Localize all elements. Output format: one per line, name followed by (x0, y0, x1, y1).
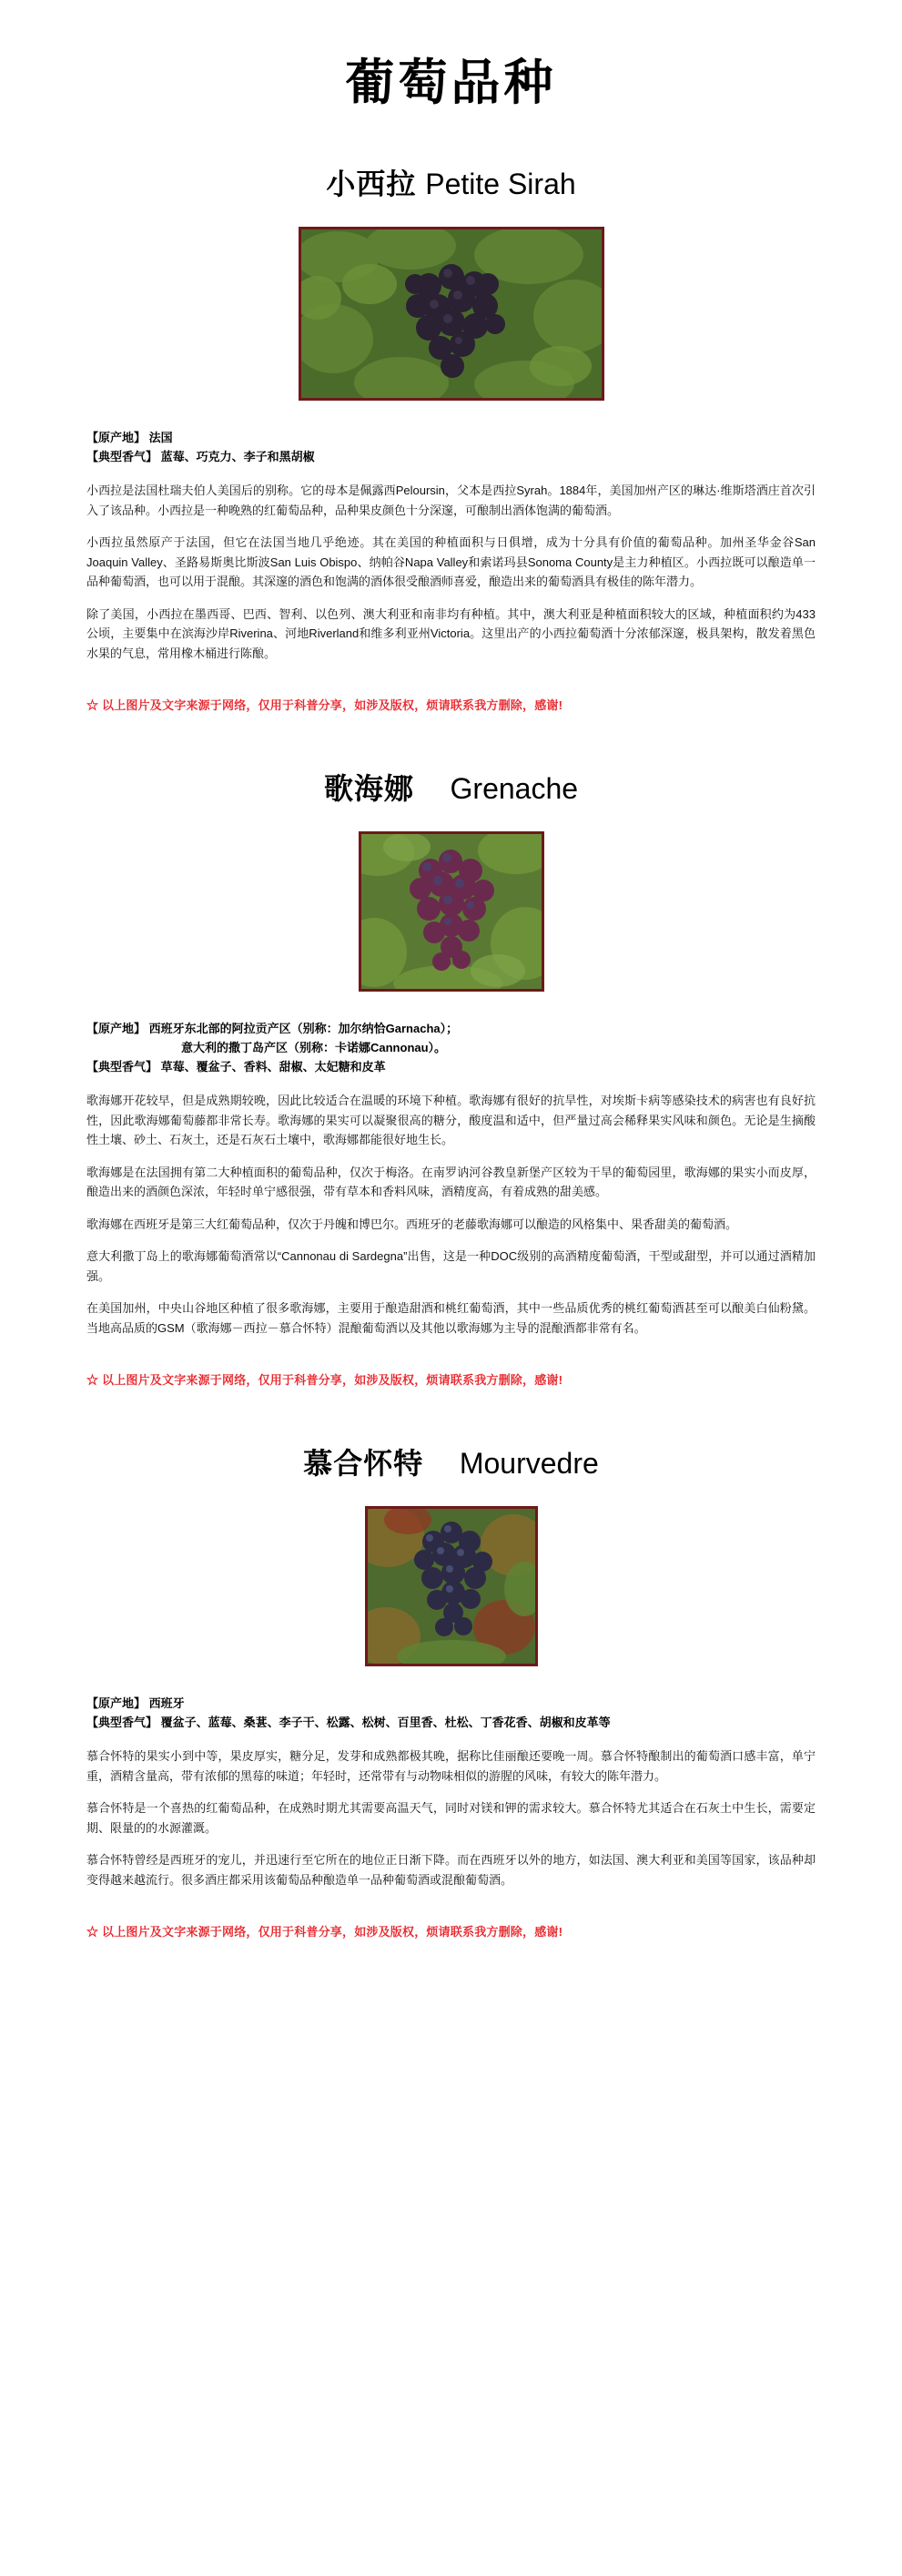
variety-section-petite-sirah (0, 145, 902, 749)
meta-row (86, 1713, 816, 1732)
photo-container (0, 828, 902, 1019)
meta-row (86, 1694, 816, 1713)
paragraph: 歌海娜是在法国拥有第二大种植面积的葡萄品种，仅次于梅洛。在南罗讷河谷教皇新堡产区较为干旱的葡萄园里，歌海娜的果实小而皮厚，酿造出来的酒颜色深浓，年轻时单宁感很强，带有草本和香料风味，酒精度高，有着成熟的甜美感。 (86, 1165, 816, 1198)
meta-value: 西班牙 (148, 1696, 185, 1710)
photo-container (0, 1502, 902, 1694)
section-title (0, 749, 902, 828)
paragraph: 小西拉是法国杜瑞夫伯人美国后的别称。它的母本是佩露西Peloursin，父本是西拉Syrah。1884年，美国加州产区的琳达·维斯塔酒庄首次引入了该品种。小西拉是一种晚熟的红葡萄品种，品种果皮颜色十分深邃，可酿制出酒体饱满的葡萄酒。 (86, 484, 816, 517)
meta-value: 草莓、覆盆子、香料、甜椒、太妃糖和皮革 (160, 1060, 386, 1074)
meta-value: 覆盆子、蓝莓、桑葚、李子干、松露、松树、百里香、杜松、丁香花香、胡椒和皮革等 (160, 1716, 611, 1729)
variety-section-grenache (0, 749, 902, 1424)
meta-label: 【典型香气】 (86, 450, 158, 463)
meta-value: 西班牙东北部的阿拉贡产区（别称：加尔纳恰Garnacha）； (148, 1022, 459, 1035)
section-title-cn: 歌海娜 (323, 772, 414, 805)
copyright-notice: ☆ 以上图片及文字来源于网络，仅用于科普分享，如涉及版权，烦请联系我方删除，感谢! (86, 698, 563, 712)
meta-label: 【原产地】 (86, 1696, 147, 1710)
meta-row (86, 1019, 816, 1038)
meta-value: 意大利的撒丁岛产区（别称：卡诺娜Cannonau）。 (181, 1041, 447, 1054)
variety-body (0, 1732, 902, 1889)
photo-container (0, 223, 902, 428)
variety-meta (0, 1019, 902, 1076)
paragraph: 小西拉虽然原产于法国，但它在法国当地几乎绝迹。其在美国的种植面积与日俱增，成为十分具有价值的葡萄品种。加州圣华金谷San Joaquin Valley、圣路易斯奥比斯波San Luis Obispo、纳帕谷Napa Valley和索诺玛县Sonoma County是主力种植区。小西拉既可以酿造单一品种葡萄酒，也可以用于混酿。其深邃的酒色和饱满的酒体很受酿酒师喜爱，酿造出来的葡萄酒具有极佳的陈年潜力。 (86, 535, 816, 588)
section-title-cn: 慕合怀特 (303, 1447, 424, 1480)
variety-meta (0, 1694, 902, 1732)
section-title-latin: Grenache (450, 772, 579, 805)
page-title: 葡萄品种 (345, 56, 557, 110)
copyright-notice: ☆ 以上图片及文字来源于网络，仅用于科普分享，如涉及版权，烦请联系我方删除，感谢! (86, 1373, 563, 1387)
meta-value: 蓝莓、巧克力、李子和黑胡椒 (160, 450, 315, 463)
variety-body (0, 466, 902, 663)
meta-row (86, 428, 816, 447)
variety-section-mourvedre (0, 1424, 902, 1976)
grape-photo-grenache (359, 831, 544, 992)
section-title (0, 1424, 902, 1502)
grape-photo-petite-sirah (299, 227, 604, 401)
meta-label: 【典型香气】 (86, 1060, 158, 1074)
meta-row (86, 447, 816, 466)
meta-label: 【原产地】 (86, 431, 147, 444)
section-title (0, 145, 902, 223)
meta-row (86, 1038, 816, 1057)
paragraph: 歌海娜在西班牙是第三大红葡萄品种，仅次于丹魄和博巴尔。西班牙的老藤歌海娜可以酿造的风格集中、果香甜美的葡萄酒。 (86, 1217, 738, 1231)
paragraph: 慕合怀特的果实小到中等，果皮厚实，糖分足，发芽和成熟都极其晚，据称比佳丽酿还要晚一周。慕合怀特酿制出的葡萄酒口感丰富，单宁重，酒精含量高，带有浓郁的黑莓的味道；年轻时，还常带有与动物味相似的游腥的风味，有较大的陈年潜力。 (86, 1749, 816, 1783)
section-title-cn: 小西拉 (326, 168, 417, 200)
paragraph: 意大利撒丁岛上的歌海娜葡萄酒常以“Cannonau di Sardegna”出售，这是一种DOC级别的高酒精度葡萄酒，干型或甜型，并可以通过酒精加强。 (86, 1249, 816, 1283)
section-title-latin: Petite Sirah (425, 168, 576, 200)
meta-row (86, 1057, 816, 1076)
paragraph: 慕合怀特曾经是西班牙的宠儿，并迅速行至它所在的地位正日渐下降。而在西班牙以外的地方，如法国、澳大利亚和美国等国家，该品种却变得越来越流行。很多酒庄都采用该葡萄品种酿造单一品种葡萄酒或混酿葡萄酒。 (86, 1853, 816, 1887)
variety-meta (0, 428, 902, 466)
meta-label: 【典型香气】 (86, 1716, 158, 1729)
paragraph: 除了美国，小西拉在墨西哥、巴西、智利、以色列、澳大利亚和南非均有种植。其中，澳大利亚是种植面积较大的区域，种植面积约为433公顷，主要集中在滨海沙岸Riverina、河地Riverland和维多利亚州Victoria。这里出产的小西拉葡萄酒十分浓郁深邃，极具架构，散发着黑色水果的气息，常用橡木桶进行陈酿。 (86, 606, 816, 660)
variety-body (0, 1076, 902, 1338)
meta-value: 法国 (148, 431, 173, 444)
meta-label: 【原产地】 (86, 1022, 147, 1035)
grape-photo-mourvedre (365, 1506, 538, 1666)
copyright-notice: ☆ 以上图片及文字来源于网络，仅用于科普分享，如涉及版权，烦请联系我方删除，感谢! (86, 1925, 563, 1939)
paragraph: 慕合怀特是一个喜热的红葡萄品种，在成熟时期尤其需要高温天气，同时对镁和钾的需求较大。慕合怀特尤其适合在石灰土中生长，需要定期、限量的的水源灌溉。 (86, 1801, 816, 1835)
section-title-latin: Mourvedre (459, 1447, 599, 1480)
paragraph: 在美国加州，中央山谷地区种植了很多歌海娜，主要用于酿造甜酒和桃红葡萄酒，其中一些品质优秀的桃红葡萄酒甚至可以酿美白仙粉黛。当地高品质的GSM（歌海娜－西拉－慕合怀特）混酿葡萄酒以及其他以歌海娜为主导的混酿酒都非常有名。 (86, 1301, 816, 1335)
paragraph: 歌海娜开花较早，但是成熟期较晚，因此比较适合在温暖的环境下种植。歌海娜有很好的抗旱性，对埃斯卡病等感染技术的病害也有良好抗性，因此歌海娜葡萄藤都非常长寿。歌海娜的果实可以凝聚很高的糖分，酸度温和适中，但严量过高会稀释果实风味和颜色。无论是生摘酸性土壤、砂土、石灰土，还是石灰石土壤中，歌海娜都能很好地生长。 (86, 1094, 816, 1146)
